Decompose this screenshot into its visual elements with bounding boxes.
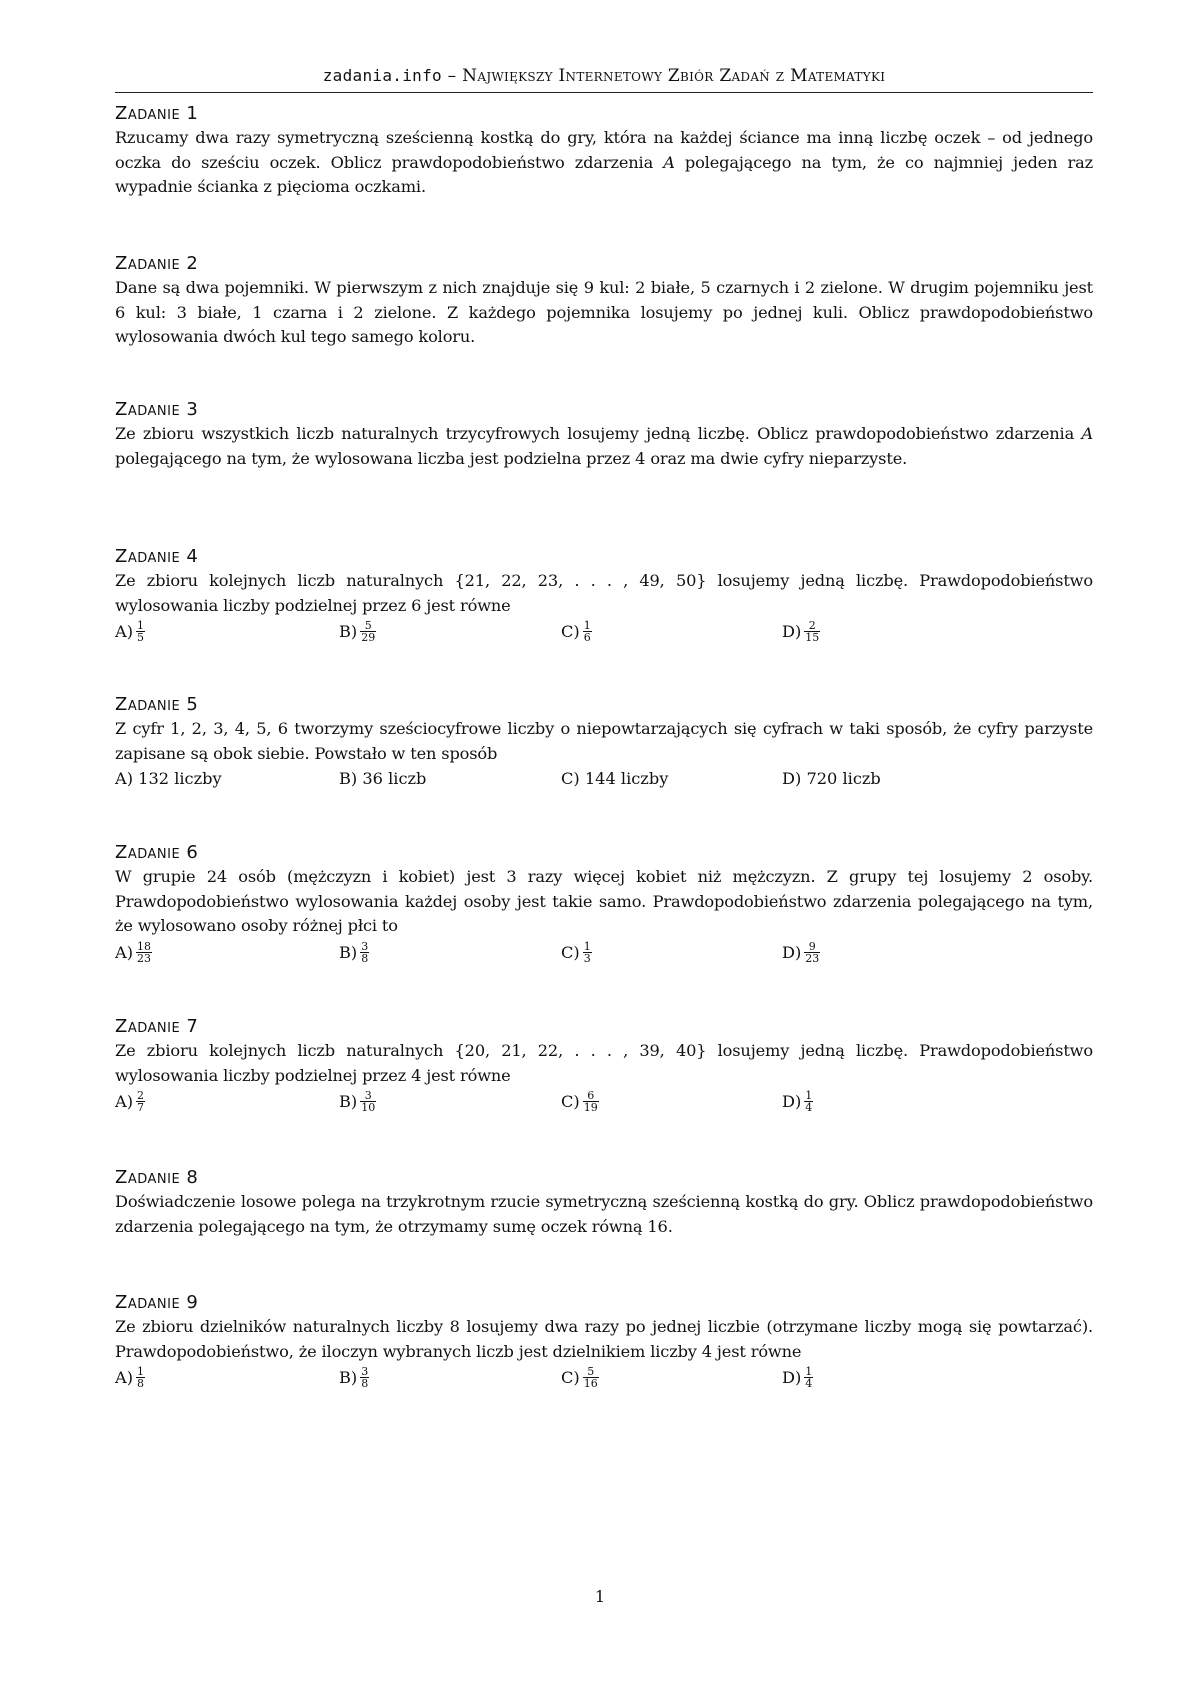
fraction-numerator: 1: [583, 619, 591, 632]
answer-option-a: [115, 768, 222, 788]
fraction-denominator: 15: [805, 631, 820, 644]
fraction-denominator: 29: [361, 631, 376, 644]
answer-label: A) 132 liczby: [115, 769, 222, 788]
task-5: [115, 693, 1093, 796]
task-text: [115, 1315, 1093, 1364]
math-variable: A: [663, 152, 675, 172]
task-title: Zadanie 9: [115, 1292, 199, 1313]
answer-options: [115, 1088, 1093, 1118]
fraction-numerator: 9: [804, 941, 820, 953]
fraction: [136, 620, 145, 643]
task-title: Zadanie 6: [115, 842, 199, 863]
task-2: [115, 252, 1093, 350]
answer-option-c: [561, 620, 592, 643]
fraction-denominator: 6: [583, 631, 591, 644]
text-segment: Ze zbioru dzielników naturalnych liczby 8 losujemy dwa razy po jednej liczbie (otrzymane liczby mogą się powtarzać). Prawdopodobieństwo, że iloczyn wybranych liczb jest dzielnikiem liczby 4 jest równe: [115, 1317, 1093, 1361]
fraction: [583, 941, 592, 964]
answer-option-c: [561, 768, 668, 788]
answer-label: A): [115, 1092, 134, 1111]
text-segment: Ze zbioru kolejnych liczb naturalnych {21, 22, 23, . . . , 49, 50} losujemy jedną liczbę. Prawdopodobieństwo wylosowania liczby podzielnej przez 6 jest równe: [115, 571, 1093, 615]
fraction: [804, 1090, 813, 1113]
fraction: [583, 620, 592, 643]
fraction-numerator: 5: [360, 620, 376, 632]
answer-option-c: [561, 1366, 599, 1389]
task-text: [115, 126, 1093, 200]
task-text: [115, 1190, 1093, 1239]
answer-options: [115, 1364, 1093, 1394]
answer-label: A): [115, 622, 134, 641]
text-segment: polegającego na tym, że wylosowana liczba jest podzielna przez 4 oraz ma dwie cyfry nieparzyste.: [115, 448, 908, 468]
task-title: Zadanie 2: [115, 253, 199, 274]
answer-option-d: [782, 768, 881, 788]
fraction: [360, 1366, 369, 1389]
answer-label: C): [561, 1092, 580, 1111]
fraction-denominator: 7: [137, 1101, 145, 1114]
task-text: [115, 422, 1093, 471]
fraction-denominator: 4: [805, 1377, 813, 1390]
answer-label: C): [561, 1368, 580, 1387]
text-segment: polegającego na tym, że co najmniej jeden raz wypadnie ścianka z pięcioma oczkami.: [115, 152, 1093, 196]
answer-option-a: [115, 620, 145, 643]
fraction-denominator: 5: [137, 631, 145, 644]
answer-label: D): [782, 1092, 802, 1111]
fraction-denominator: 23: [805, 951, 820, 965]
text-segment: Z cyfr 1, 2, 3, 4, 5, 6 tworzymy sześciocyfrowe liczby o niepowtarzających się cyfrach w taki sposób, że cyfry parzyste zapisane są obok siebie. Powstało w ten sposób: [115, 719, 1093, 763]
answer-option-d: [782, 1366, 813, 1389]
fraction: [136, 1090, 145, 1113]
fraction-numerator: 1: [805, 1089, 813, 1102]
task-text: [115, 865, 1093, 939]
answer-label: A): [115, 1368, 134, 1387]
answer-label: D): [782, 622, 802, 641]
fraction: [136, 941, 152, 964]
answer-option-d: [782, 620, 820, 643]
page-header: [115, 66, 1093, 86]
answer-label: B): [339, 622, 358, 641]
answer-option-b: [339, 620, 376, 643]
fraction-denominator: 19: [583, 1101, 598, 1114]
task-title: Zadanie 8: [115, 1167, 199, 1188]
answer-label: C) 144 liczby: [561, 769, 669, 788]
fraction-numerator: 2: [137, 1089, 145, 1102]
task-text: [115, 1039, 1093, 1088]
fraction-numerator: 5: [583, 1366, 599, 1378]
fraction: [360, 1090, 376, 1113]
task-6: [115, 841, 1093, 969]
text-segment: Dane są dwa pojemniki. W pierwszym z nich znajduje się 9 kul: 2 białe, 5 czarnych i 2 zielone. W drugim pojemniku jest 6 kul: 3 białe, 1 czarna i 2 zielone. Z każdego pojemnika losujemy po jednej kuli. Oblicz prawdopodobieństwo wylosowania dwóch kul tego samego koloru.: [115, 278, 1093, 346]
fraction-denominator: 23: [137, 951, 152, 965]
task-title: Zadanie 3: [115, 399, 199, 420]
fraction: [804, 1366, 813, 1389]
task-title: Zadanie 7: [115, 1016, 199, 1037]
answer-option-a: [115, 1366, 145, 1389]
fraction: [360, 941, 369, 964]
answer-options: [115, 939, 1093, 969]
fraction-numerator: 3: [361, 1365, 369, 1378]
text-segment: Ze zbioru wszystkich liczb naturalnych trzycyfrowych losujemy jedną liczbę. Oblicz prawdopodobieństwo zdarzenia: [115, 424, 1082, 443]
task-title: Zadanie 1: [115, 103, 199, 124]
fraction-numerator: 1: [137, 619, 145, 632]
header-title: Największy Internetowy Zbiór Zadań z Matematyki: [462, 66, 886, 86]
answer-label: D): [782, 1368, 802, 1387]
fraction-numerator: 2: [804, 620, 820, 632]
answer-option-d: [782, 941, 820, 964]
header-dash: –: [441, 66, 463, 86]
task-title: Zadanie 5: [115, 694, 199, 715]
header-site: zadania.info: [322, 66, 442, 85]
fraction-numerator: 1: [583, 939, 591, 953]
answer-label: B): [339, 1092, 358, 1111]
fraction-numerator: 1: [137, 1365, 145, 1378]
task-7: [115, 1015, 1093, 1118]
answer-label: C): [561, 622, 580, 641]
answer-option-c: [561, 1090, 599, 1113]
fraction-numerator: 1: [805, 1365, 813, 1378]
answer-option-b: [339, 768, 426, 788]
answer-options: [115, 618, 1093, 648]
fraction-numerator: 6: [583, 1090, 599, 1102]
task-text: [115, 717, 1093, 766]
page-number: 1: [594, 1587, 606, 1606]
answer-label: C): [561, 942, 580, 962]
answer-option-c: [561, 941, 592, 964]
answer-option-a: [115, 1090, 145, 1113]
fraction-denominator: 16: [583, 1377, 598, 1390]
text-segment: W grupie 24 osób (mężczyzn i kobiet) jest 3 razy więcej kobiet niż mężczyzn. Z grupy tej losujemy 2 osoby. Prawdopodobieństwo wylosowania każdej osoby jest takie samo. Prawdopodobieństwo zdarzenia polegającego na tym, że wylosowano osoby różnej płci to: [115, 867, 1093, 935]
fraction-denominator: 10: [361, 1101, 376, 1114]
task-8: [115, 1166, 1093, 1239]
task-text: [115, 276, 1093, 350]
answer-option-b: [339, 1090, 376, 1113]
answer-option-b: [339, 941, 369, 964]
header-rule: [115, 92, 1093, 93]
math-variable: A: [1081, 424, 1093, 443]
answer-option-b: [339, 1366, 369, 1389]
fraction: [583, 1366, 599, 1389]
fraction-denominator: 8: [361, 1377, 369, 1390]
fraction-denominator: 8: [361, 951, 369, 965]
answer-options: [115, 766, 1093, 796]
task-9: [115, 1291, 1093, 1394]
task-text: [115, 569, 1093, 618]
text-segment: Ze zbioru kolejnych liczb naturalnych {20, 21, 22, . . . , 39, 40} losujemy jedną liczbę. Prawdopodobieństwo wylosowania liczby podzielnej przez 4 jest równe: [115, 1041, 1093, 1085]
answer-label: A): [115, 942, 134, 962]
answer-label: B): [339, 1368, 358, 1387]
fraction-numerator: 3: [361, 939, 369, 953]
answer-label: D): [782, 942, 802, 962]
answer-label: B): [339, 942, 358, 962]
fraction: [583, 1090, 599, 1113]
fraction-numerator: 18: [137, 939, 152, 953]
fraction-denominator: 4: [805, 1101, 813, 1114]
task-3: [115, 398, 1093, 471]
task-4: [115, 545, 1093, 648]
text-segment: Doświadczenie losowe polega na trzykrotnym rzucie symetryczną sześcienną kostką do gry. Oblicz prawdopodobieństwo zdarzenia polegającego na tym, że otrzymamy sumę oczek równą 16.: [115, 1192, 1093, 1236]
text-segment: Rzucamy dwa razy symetryczną sześcienną kostką do gry, która na każdej ściance ma inną liczbę oczek – od jednego oczka do sześciu oczek. Oblicz prawdopodobieństwo zdarzenia: [115, 128, 1093, 172]
fraction: [360, 620, 376, 643]
answer-option-d: [782, 1090, 813, 1113]
fraction-denominator: 8: [137, 1377, 145, 1390]
answer-label: B) 36 liczb: [339, 769, 427, 788]
fraction-numerator: 3: [360, 1090, 376, 1102]
fraction: [136, 1366, 145, 1389]
task-1: [115, 102, 1093, 200]
fraction-denominator: 3: [583, 951, 591, 965]
fraction: [804, 941, 820, 964]
task-title: Zadanie 4: [115, 546, 199, 567]
answer-option-a: [115, 941, 152, 964]
fraction: [804, 620, 820, 643]
answer-label: D) 720 liczb: [782, 769, 881, 788]
